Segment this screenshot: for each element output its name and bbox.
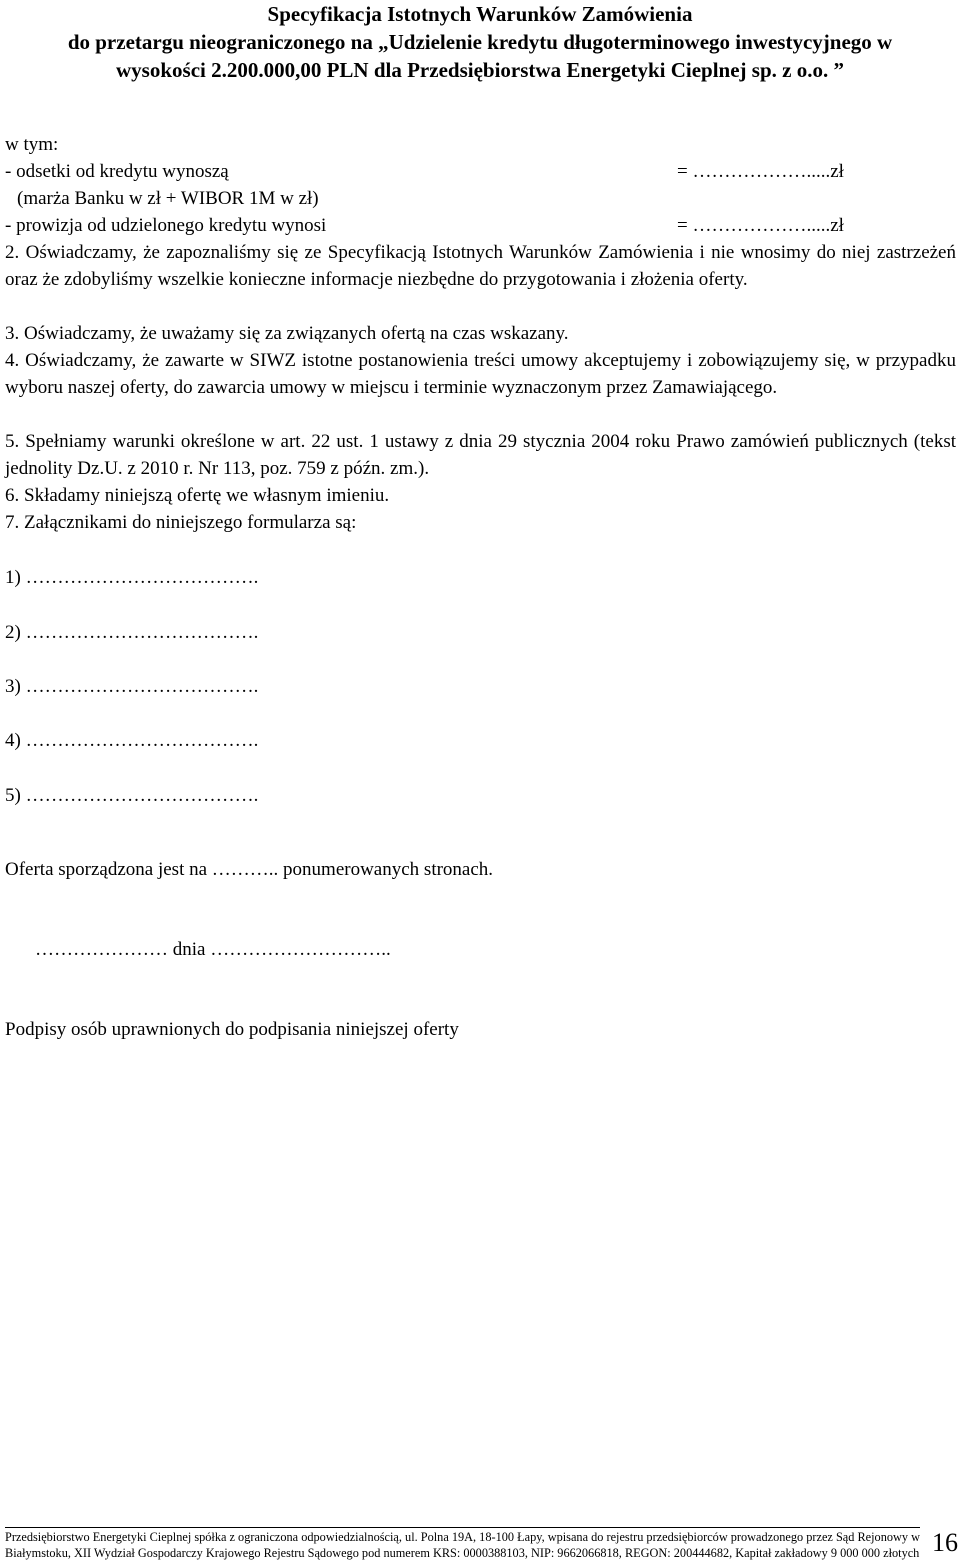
commission-row [5,212,956,239]
commission-label: - prowizja od udzielonego kredytu wynosi [5,215,327,236]
declaration-3: 3. Oświadczamy, że uważamy się za związanych ofertą na czas wskazany. [5,323,569,344]
header-title: Specyfikacja Istotnych Warunków Zamówienia [267,2,693,26]
declaration-7: 7. Załącznikami do niniejszego formularza są: [5,512,357,533]
header-subject-line-2: wysokości 2.200.000,00 PLN dla Przedsiębiorstwa Energetyki Cieplnej sp. z o.o. ” [116,58,844,82]
footer-divider [5,1527,920,1528]
footer-company-info: Przedsiębiorstwo Energetyki Cieplnej spółka z ograniczona odpowiedzialnością, ul. Polna 19A, 18-100 Łapy, wpisana do rejestru przedsiębiorców prowadzonego przez Sąd Rejonowy w Białymstoku, XII Wydział Gospodarczy Krajowego Rejestru Sądowego pod numerem KRS: 0000388103, NIP: 9662066818, REGON: 200444682, Kapitał zakładowy 9 000 000 złotych [5,1530,920,1560]
declaration-6: 6. Składamy niniejszą ofertę we własnym imieniu. [5,485,390,506]
page-number: 16 [932,1528,958,1557]
header-subject-line-1: do przetargu nieograniczonego na „Udzielenie kredytu długoterminowego inwestycyjnego w [67,30,893,54]
signatures-label: Podpisy osób uprawnionych do podpisania niniejszej oferty [5,1019,459,1040]
attachment-line-3: 3) ………………………………. [5,676,259,697]
attachment-line-5: 5) ………………………………. [5,785,259,806]
commission-amount: = ……………….....zł [677,215,844,236]
attachment-line-2: 2) ………………………………. [5,622,259,643]
attachment-line-4: 4) ………………………………. [5,730,259,751]
interest-label: - odsetki od kredytu wynoszą [5,161,229,182]
interest-amount: = ……………….....zł [677,161,844,182]
margin-note: (marża Banku w zł + WIBOR 1M w zł) [17,188,319,209]
attachment-line-1: 1) ………………………………. [5,567,259,588]
declaration-4: 4. Oświadczamy, że zawarte w SIWZ istotne postanowienia treści umowy akceptujemy i zobowiązujemy się, w przypadku wyboru naszej oferty, do zawarcia umowy w miejscu i terminie wyznaczonym przez Zamawiającego. [5,350,956,398]
pages-count-line: Oferta sporządzona jest na ……….. ponumerowanych stronach. [5,859,494,880]
interest-row [5,158,956,185]
place-date-line: ………………… dnia ……………………….. [35,939,391,960]
declaration-5: 5. Spełniamy warunki określone w art. 22 ust. 1 ustawy z dnia 29 stycznia 2004 roku Prawo zamówień publicznych (tekst jednolity Dz.U. z 2010 r. Nr 113, poz. 759 z późn. zm.). [5,431,956,479]
form-content [5,0,956,1100]
declaration-2: 2. Oświadczamy, że zapoznaliśmy się ze Specyfikacją Istotnych Warunków Zamówienia i nie wnosimy do niej zastrzeżeń oraz że zdobyliśmy wszelkie konieczne informacje niezbędne do przygotowania i złożenia oferty. [5,242,956,290]
fees-intro: w tym: [5,134,59,155]
